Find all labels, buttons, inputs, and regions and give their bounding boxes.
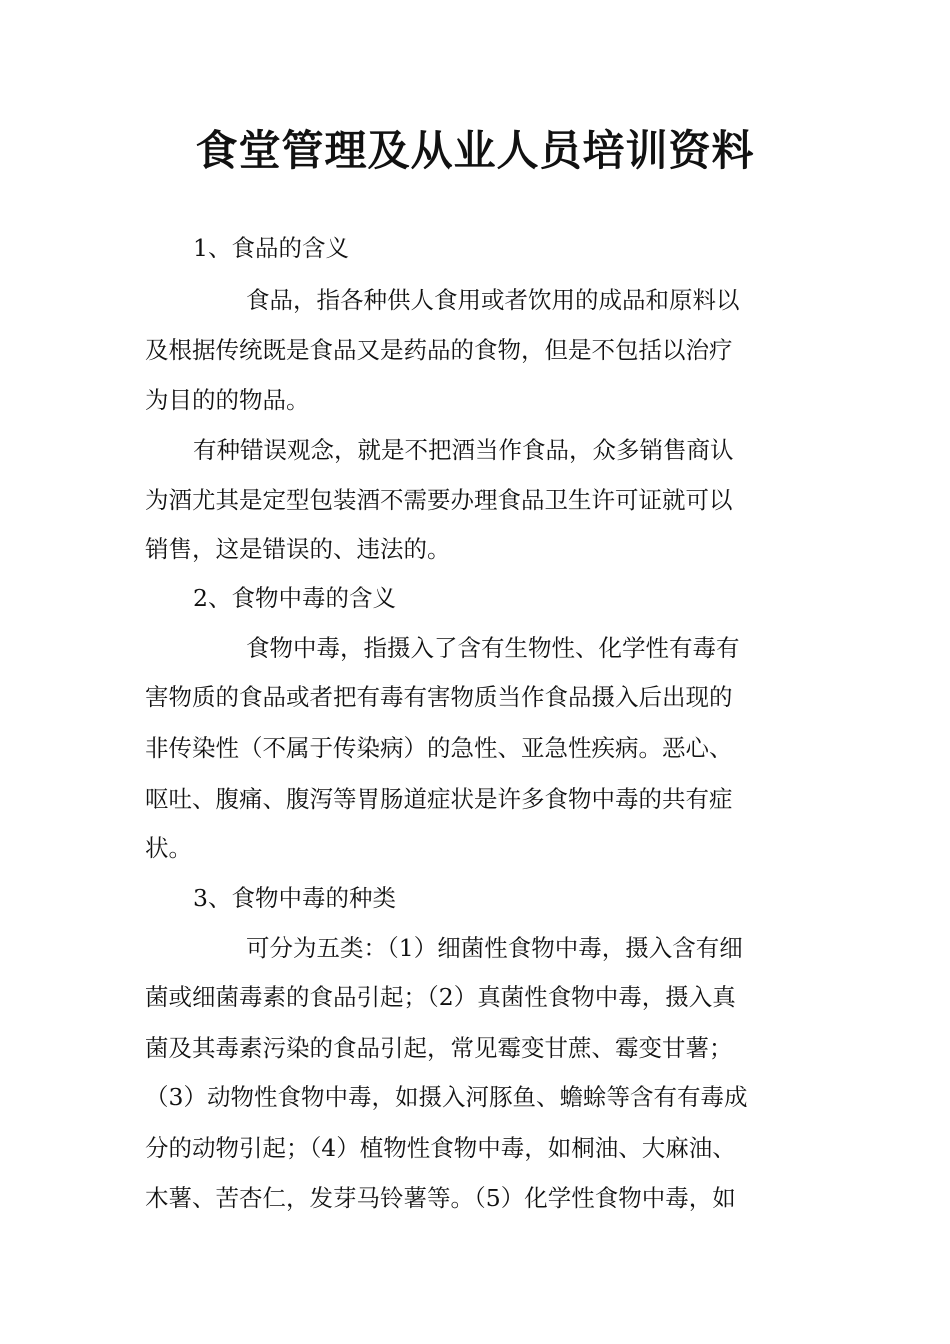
paragraph-line: 菌或细菌毒素的食品引起；（2）真菌性食物中毒，摄入真 (145, 983, 736, 1011)
paragraph-line: 食品，指各种供人食用或者饮用的成品和原料以 (246, 286, 740, 314)
paragraph-line: 为目的的物品。 (145, 386, 310, 414)
section-heading: 2、食物中毒的含义 (193, 584, 396, 612)
paragraph-line: 木薯、苦杏仁，发芽马铃薯等。（5）化学性食物中毒，如 (145, 1184, 736, 1212)
document-title: 食堂管理及从业人员培训资料 (195, 126, 755, 175)
paragraph-line: 销售，这是错误的、违法的。 (145, 535, 451, 563)
paragraph-line: 分的动物引起；（4）植物性食物中毒，如桐油、大麻油、 (145, 1134, 736, 1162)
paragraph-line: 及根据传统既是食品又是药品的食物，但是不包括以治疗 (145, 336, 733, 364)
paragraph-line: 菌及其毒素污染的食品引起，常见霉变甘蔗、霉变甘薯； (145, 1034, 733, 1062)
paragraph-line: 呕吐、腹痛、腹泻等胃肠道症状是许多食物中毒的共有症 (145, 785, 733, 813)
paragraph-line: 害物质的食品或者把有毒有害物质当作食品摄入后出现的 (145, 683, 733, 711)
section-heading: 3、食物中毒的种类 (193, 884, 396, 912)
paragraph-line: 食物中毒，指摄入了含有生物性、化学性有毒有 (246, 634, 740, 662)
paragraph-line: 状。 (145, 834, 192, 862)
paragraph-line: 为酒尤其是定型包装酒不需要办理食品卫生许可证就可以 (145, 486, 733, 514)
paragraph-line: 可分为五类：（1）细菌性食物中毒，摄入含有细 (246, 934, 743, 962)
paragraph-line: （3）动物性食物中毒，如摄入河豚鱼、蟾蜍等含有有毒成 (145, 1083, 748, 1111)
paragraph-line: 有种错误观念，就是不把酒当作食品，众多销售商认 (193, 436, 734, 464)
section-heading: 1、食品的含义 (193, 234, 349, 262)
paragraph-line: 非传染性（不属于传染病）的急性、亚急性疾病。恶心、 (145, 734, 733, 762)
